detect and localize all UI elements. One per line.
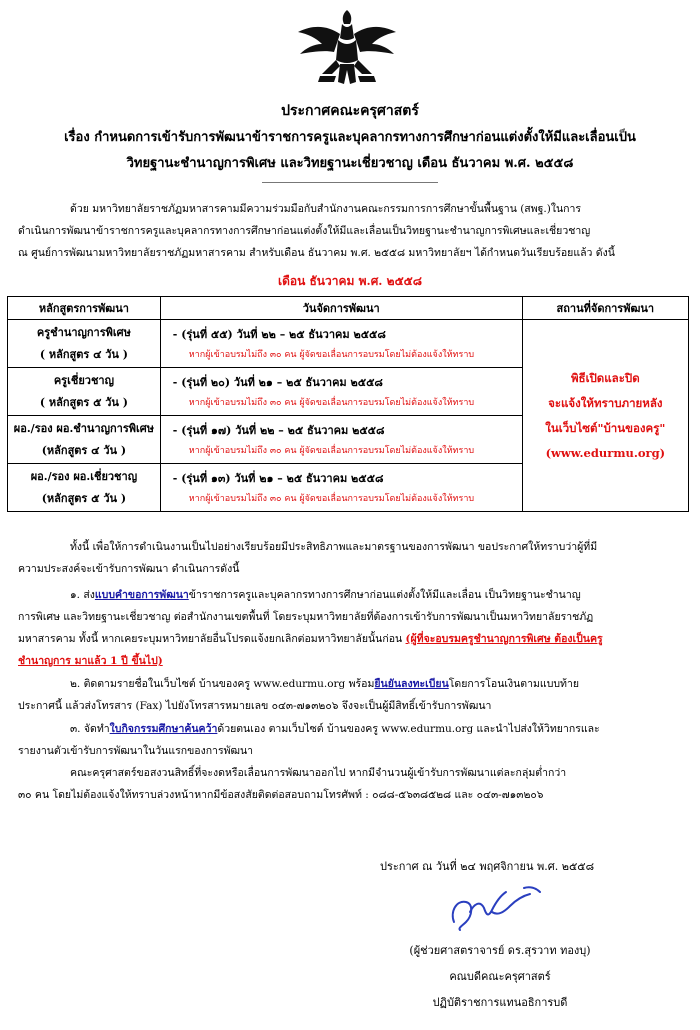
course-name: ครูชำนาญการพิเศษ (36, 325, 131, 339)
reservation-paragraph (18, 762, 684, 806)
course-cell (8, 320, 161, 368)
step-2-paragraph (18, 673, 684, 717)
step-2-prefix: ๒. ติดตามรายชื่อในเว็บไซต์ บ้านของครู www.edurmu.org พร้อม (70, 678, 375, 690)
step-2-line-2: ประกาศนี้ แล้วส่งโทรสาร (Fax) ไปยังโทรสารหมายเลข ๐๔๓-๗๑๓๒๐๖ จึงจะเป็นผู้มีสิทธิ์เข้ารับการพัฒนา (18, 700, 492, 712)
venue-line-2: จะแจ้งให้ทราบภายหลัง (548, 395, 663, 410)
garuda-emblem-icon (292, 4, 402, 92)
course-name: ครูเชี่ยวชาญ (53, 373, 114, 387)
month-heading: เดือน ธันวาคม พ.ศ. ๒๕๕๘ (278, 274, 422, 288)
step-3-paragraph (18, 718, 684, 762)
request-form-link[interactable]: แบบคำขอการพัฒนา (94, 589, 189, 601)
announcement-date: ประกาศ ณ วันที่ ๒๔ พฤศจิกายน พ.ศ. ๒๕๕๘ (380, 860, 595, 873)
schedule-dates: - (รุ่นที่ ๒๐) วันที่ ๒๑ – ๒๕ ธันวาคม ๒๕๕๘ (172, 375, 383, 389)
handwritten-signature (440, 882, 550, 934)
signatory-name: (ผู้ช่วยศาสตราจารย์ ดร.สุรวาท ทองบุ) (409, 944, 591, 957)
intro-line-2: ดำเนินการพัฒนาข้าราชการครูและบุคลากรทางการศึกษาก่อนแต่งตั้งให้มีและเลื่อนเป็นวิทยฐานะชำนาญการพิเศษและเชี่ยวชาญ (18, 225, 591, 237)
postpone-note: หากผู้เข้าอบรมไม่ถึง ๓๐ คน ผู้จัดขอเลื่อนการอบรมโดยไม่ต้องแจ้งให้ทราบ (188, 493, 475, 504)
schedule-dates: - (รุ่นที่ ๑๓) วันที่ ๒๑ – ๒๕ ธันวาคม ๒๕๕๘ (172, 471, 384, 485)
reservation-line-2: ๓๐ คน โดยไม่ต้องแจ้งให้ทราบล่วงหน้าหากมีข้อสงสัยติดต่อสอบถามโทรศัพท์ : ๐๘๘-๕๖๓๘๕๒๘ และ ๐๔๓-๗๑๓๒๐๖ (18, 789, 544, 801)
step-3-prefix: ๓. จัดทำ (70, 723, 110, 735)
step-1-line-3-text: มหาสารคาม ทั้งนี้ หากเคยระบุมหาวิทยาลัยอื่นโปรดแจ้งยกเลิกต่อมหาวิทยาลัยนั้นก่อน (18, 633, 406, 645)
table-header-row (8, 297, 689, 320)
course-duration: (หลักสูตร ๕ วัน ) (41, 491, 127, 505)
step-3-line-1 (18, 718, 684, 740)
step-1-line-1 (18, 584, 684, 606)
course-cell (8, 368, 161, 416)
intro-line-3: ณ ศูนย์การพัฒนามหาวิทยาลัยราชภัฏมหาสารคาม สำหรับเดือน ธันวาคม พ.ศ. ๒๕๕๘ มหาวิทยาลัยฯ ได้กำหนดวันเรียบร้อยแล้ว ดังนี้ (18, 247, 615, 259)
schedule-cell (160, 416, 522, 464)
page-title: ประกาศคณะครุศาสตร์ (281, 103, 419, 119)
postpone-note: หากผู้เข้าอบรมไม่ถึง ๓๐ คน ผู้จัดขอเลื่อนการอบรมโดยไม่ต้องแจ้งให้ทราบ (188, 445, 475, 456)
column-header-course: หลักสูตรการพัฒนา (8, 297, 161, 320)
confirm-registration-link[interactable]: ยืนยันลงทะเบียน (374, 678, 449, 690)
postpone-note: หากผู้เข้าอบรมไม่ถึง ๓๐ คน ผู้จัดขอเลื่อนการอบรมโดยไม่ต้องแจ้งให้ทราบ (188, 397, 475, 408)
signatory-position: คณบดีคณะครุศาสตร์ (449, 970, 551, 983)
column-header-venue: สถานที่จัดการพัฒนา (522, 297, 688, 320)
signatory-acting-position: ปฏิบัติราชการแทนอธิการบดี (432, 996, 568, 1009)
step-2-rest: โดยการโอนเงินตามแบบท้าย (448, 678, 579, 690)
step-1-line-3 (18, 628, 684, 650)
step-1-line-2: การพิเศษ และวิทยฐานะเชี่ยวชาญ ต่อสำนักงานเขตพื้นที่ โดยระบุมหาวิทยาลัยที่ต้องการเข้ารับการพัฒนาเป็นมหาวิทยาลัยราชภัฏ (18, 611, 594, 623)
conditions-line-1: ทั้งนี้ เพื่อให้การดำเนินงานเป็นไปอย่างเรียบร้อยมีประสิทธิภาพและมาตรฐานของการพัฒนา ขอประกาศให้ทราบว่าผู้ที่มี (70, 541, 598, 553)
course-cell (8, 464, 161, 512)
step-1-requirement-part-2: ชำนาญการ มาแล้ว 1 ปี ขึ้นไป) (18, 655, 163, 667)
course-cell (8, 416, 161, 464)
schedule-table (7, 296, 689, 512)
conditions-line-2: ความประสงค์จะเข้ารับการพัฒนา ดำเนินการดังนี้ (18, 563, 240, 575)
course-name: ผอ./รอง ผอ.ชำนาญการพิเศษ (13, 421, 154, 435)
course-name: ผอ./รอง ผอ.เชี่ยวชาญ (30, 469, 138, 483)
step-1-prefix: ๑. ส่ง (70, 589, 95, 601)
step-1-requirement-part-1: (ผู้ที่จะอบรมครูชำนาญการพิเศษ ต้องเป็นครู (405, 633, 603, 645)
step-1-rest: ข้าราชการครูและบุคลากรทางการศึกษาก่อนแต่งตั้งให้มีและเลื่อน เป็นวิทยฐานะชำนาญ (188, 589, 581, 601)
schedule-cell (160, 368, 522, 416)
intro-paragraph (18, 198, 684, 264)
conditions-paragraph (18, 536, 684, 580)
venue-cell (522, 320, 688, 512)
venue-line-1: พิธีเปิดและปิด (570, 370, 640, 385)
course-duration: ( หลักสูตร ๕ วัน ) (39, 395, 128, 409)
step-1-paragraph (18, 584, 684, 672)
schedule-cell (160, 464, 522, 512)
venue-line-3: ในเว็บไซต์"บ้านของครู" (545, 420, 666, 435)
step-2-line-1 (18, 673, 684, 695)
subject-line-2: วิทยฐานะชำนาญการพิเศษ และวิทยฐานะเชี่ยวชาญ เดือน ธันวาคม พ.ศ. ๒๕๕๘ (126, 156, 574, 171)
step-3-line-2: รายงานตัวเข้ารับการพัฒนาในวันแรกของการพัฒนา (18, 745, 254, 757)
course-duration: (หลักสูตร ๔ วัน ) (41, 443, 127, 457)
reservation-line-1: คณะครุศาสตร์ขอสงวนสิทธิ์ที่จะงดหรือเลื่อนการพัฒนาออกไป หากมีจำนวนผู้เข้ารับการพัฒนาแต่ละกลุ่มต่ำกว่า (70, 767, 567, 779)
step-3-rest: ด้วยตนเอง ตามเว็บไซต์ บ้านของครู www.edurmu.org และนำไปส่งให้วิทยากรและ (217, 723, 600, 735)
table-row (8, 320, 689, 368)
study-activity-link[interactable]: ใบกิจกรรมศึกษาค้นคว้า (109, 723, 218, 735)
venue-website: (www.edurmu.org) (545, 445, 666, 460)
schedule-cell (160, 320, 522, 368)
subject-line-1: เรื่อง กำหนดการเข้ารับการพัฒนาข้าราชการครูและบุคลากรทางการศึกษาก่อนแต่งตั้งให้มีและเลื่อนเป็น (64, 130, 636, 145)
postpone-note: หากผู้เข้าอบรมไม่ถึง ๓๐ คน ผู้จัดขอเลื่อนการอบรมโดยไม่ต้องแจ้งให้ทราบ (188, 349, 475, 360)
course-duration: ( หลักสูตร ๔ วัน ) (39, 347, 128, 361)
column-header-dates: วันจัดการพัฒนา (160, 297, 522, 320)
schedule-dates: - (รุ่นที่ ๕๕) วันที่ ๒๒ – ๒๕ ธันวาคม ๒๕๕๘ (172, 327, 386, 341)
step-1-line-4 (18, 650, 684, 672)
intro-line-1: ด้วย มหาวิทยาลัยราชภัฏมหาสารคามมีความร่วมมือกับสำนักงานคณะกรรมการการศึกษาขั้นพื้นฐาน (สพฐ.)ในการ (70, 203, 582, 215)
schedule-dates: - (รุ่นที่ ๑๗) วันที่ ๒๒ – ๒๕ ธันวาคม ๒๕๕๘ (172, 423, 385, 437)
title-divider (262, 182, 438, 183)
signatory-block (370, 938, 630, 1016)
